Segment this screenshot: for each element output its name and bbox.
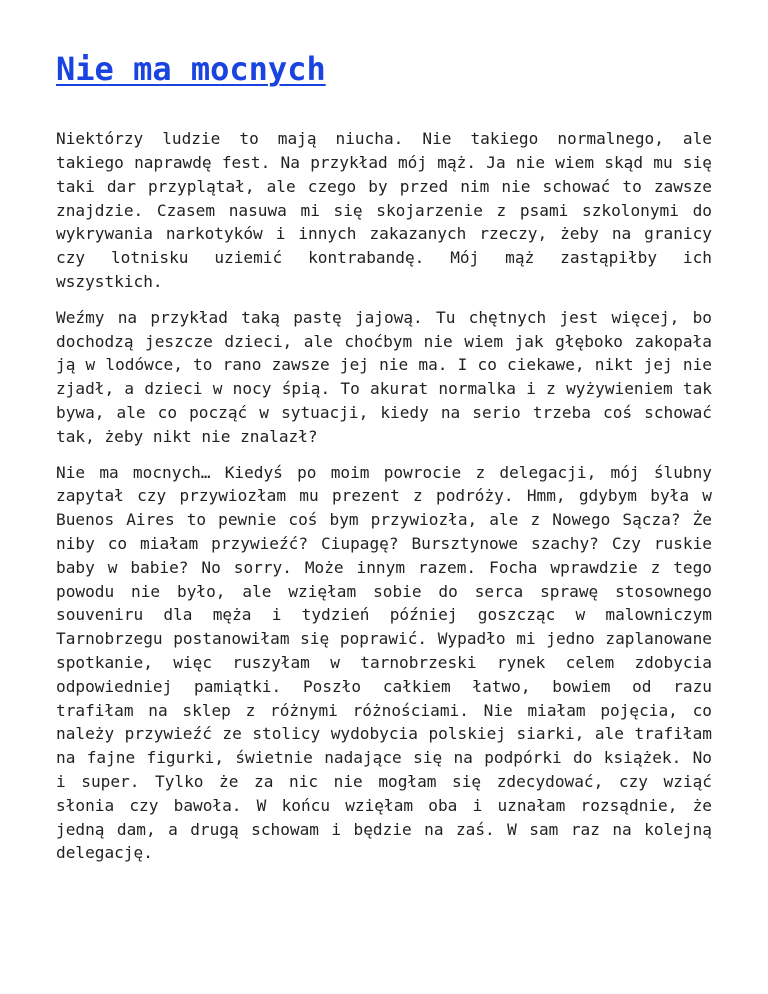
article-paragraph-1: Niektórzy ludzie to mają niucha. Nie takiego normalnego, ale takiego naprawdę fest. Na przykład mój mąż. Ja nie wiem skąd mu się taki dar przyplątał, ale czego by przed nim nie schować to zawsze znajdzie. Czasem nasuwa mi się skojarzenie z psami szkolonymi do wykrywania narkotyków i innych zakazanych rzeczy, żeby na granicy czy lotnisku uziemić kontrabandę. Mój mąż zastąpiłby ich wszystkich. [56, 129, 712, 291]
article-paragraph-3: Nie ma mocnych… Kiedyś po moim powrocie z delegacji, mój ślubny zapytał czy przywiozłam mu prezent z podróży. Hmm, gdybym była w Buenos Aires to pewnie coś bym przywiozła, ale z Nowego Sącza? Że niby co miałam przywieźć? Ciupagę? Bursztynowe szachy? Czy ruskie baby w babie? No sorry. Może innym razem. Focha wprawdzie z tego powodu nie było, ale wzięłam sobie do serca sprawę stosownego souveniru dla męża i tydzień później goszcząc w malowniczym Tarnobrzegu postanowiłam się poprawić. Wypadło mi jedno zaplanowane spotkanie, więc ruszyłam w tarnobrzeski rynek celem zdobycia odpowiedniej pamiątki. Poszło całkiem łatwo, bowiem od razu trafiłam na sklep z różnymi różnościami. Nie miałam pojęcia, co należy przywieźć ze stolicy wydobycia polskiej siarki, ale trafiłam na fajne figurki, świetnie nadające się na podpórki do książek. No i super. Tylko że za nic nie mogłam się zdecydować, czy wziąć słonia czy bawoła. W końcu wzięłam oba i uznałam rozsądnie, że jedną dam, a drugą schowam i będzie na zaś. W sam raz na kolejną delegację. [56, 462, 712, 863]
article-body [56, 127, 712, 865]
article-title-link[interactable]: Nie ma mocnych [56, 50, 326, 88]
article-title [56, 52, 712, 87]
article-paragraph-2: Weźmy na przykład taką pastę jajową. Tu chętnych jest więcej, bo dochodzą jeszcze dzieci, ale choćbym nie wiem jak głęboko zakopała ją w lodówce, to rano zawsze jej nie ma. I co ciekawe, nikt jej nie zjadł, a dzieci w nocy śpią. To akurat normalka i z wyżywieniem tak bywa, ale co począć w sytuacji, kiedy na serio trzeba coś schować tak, żeby nikt nie znalazł? [56, 307, 712, 446]
